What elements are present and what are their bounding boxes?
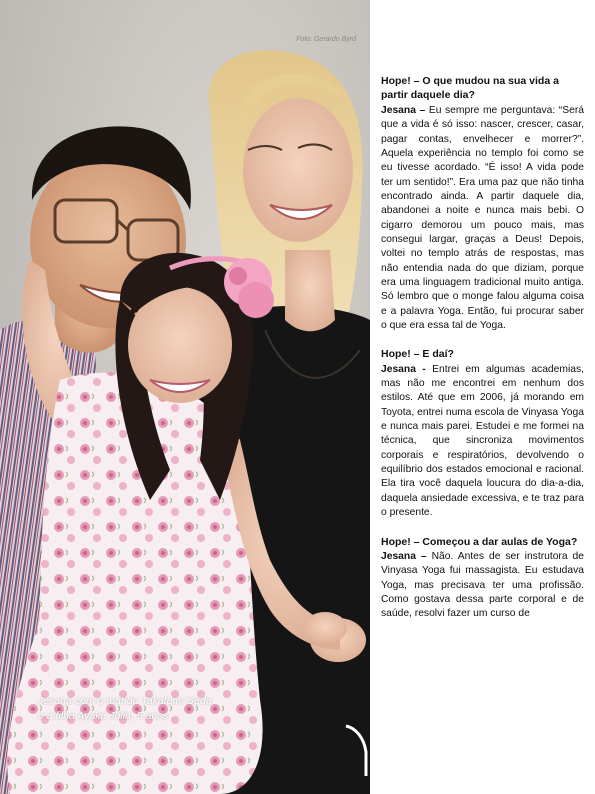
answer-text: Entrei em algumas academias, mas não me encontrei em nenhum dos estilos. Até que em 2006, já morando em Toyota, entrei numa escola de Vinyasa Yoga e nunca mais parei. Estudei e me formei na técnica, que sincroniza movimentos corporais e respiratórios, devolvendo o equilíbrio dos estados emocional e racional. Ela tira você daquela loucura do dia-a-dia, daquela ansiedade excessiva, e te traz para o presente.	[381, 363, 584, 519]
interview-question: Hope! – O que mudou na sua vida a partir daquele dia?	[381, 75, 559, 102]
photo-caption-line-1: Jesana com o marido Takafumi Ueda	[38, 695, 212, 707]
photo-credit: Foto: Gerardo Byrd	[296, 36, 356, 43]
photo-caption-line-2: e a filha Ayaka Júlia, 5 anos	[38, 710, 169, 722]
answer-text: Não. Antes de ser instrutora de Vinyasa Yoga fui massagista. Eu estudava Yoga, mas precisava ter uma profissão. Como gostava dessa parte corporal e de saúde, resolvi fazer um curso de	[381, 550, 584, 620]
interview-answer	[381, 104, 584, 334]
interview-question: Hope! – E daí?	[381, 348, 454, 361]
speaker-name: Jesana -	[381, 363, 426, 375]
photo-caption	[38, 694, 248, 724]
interview-answer	[381, 550, 584, 622]
page-corner-mark	[342, 718, 370, 778]
interview-section	[381, 535, 584, 622]
interview-answer	[381, 363, 584, 521]
speaker-name: Jesana –	[381, 550, 427, 562]
answer-text: Eu sempre me perguntava: “Será que a vida é só isso: nascer, crescer, casar, pagar contas, envelhecer e morrer?”. Aquela experiência no templo foi como se eu tivesse acordado. “É isso! A vida pode ter um sentido!”. Era uma paz que não tinha encontrado ainda. A partir daquele dia, abandonei a noite e nunca mais bebi. O cigarro demorou um pouco mais, mas consegui largar, graças a Deus! Depois, voltei no templo atrás de respostas, mas não entendia nada do que diziam, porque era uma linguagem tradicional muito antiga. Só lembro que o monge falou alguma coisa e a palavra Yoga. Então, fui procurar saber o que era essa tal de Yoga.	[381, 104, 584, 331]
speaker-name: Jesana –	[381, 104, 426, 116]
interview-section	[381, 74, 584, 333]
interview-column	[381, 74, 584, 636]
interview-question: Hope! – Começou a dar aulas de Yoga?	[381, 535, 578, 548]
interview-section	[381, 347, 584, 520]
